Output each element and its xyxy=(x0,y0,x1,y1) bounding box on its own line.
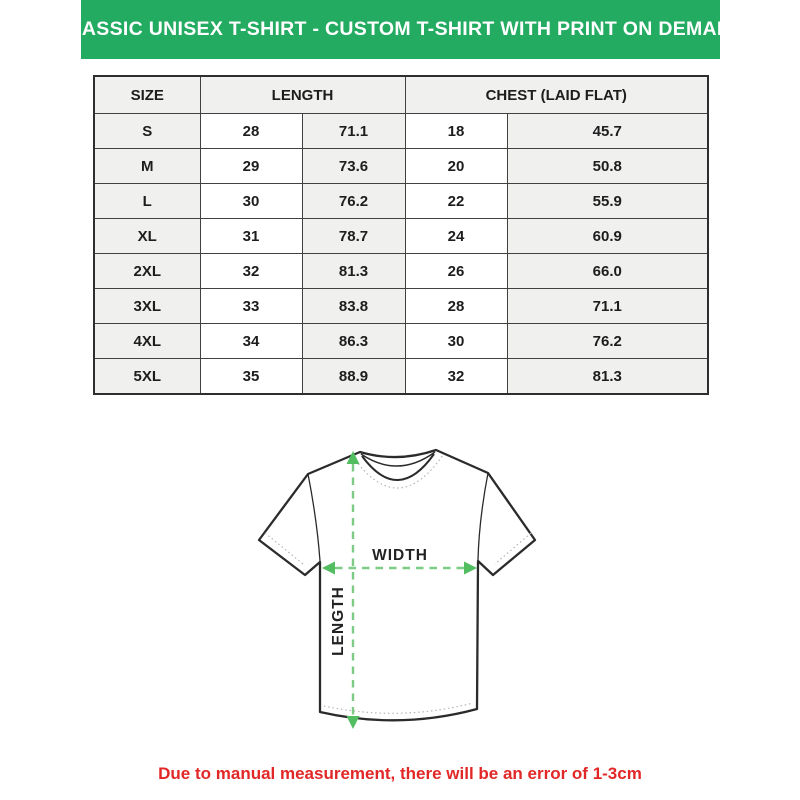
length-in-cell: 28 xyxy=(200,114,302,149)
chest-cm-cell: 66.0 xyxy=(507,254,708,289)
size-cell: M xyxy=(94,149,200,184)
length-cm-cell: 71.1 xyxy=(302,114,405,149)
length-in-cell: 30 xyxy=(200,184,302,219)
header-chest: CHEST (LAID FLAT) xyxy=(405,76,708,114)
header-length: LENGTH xyxy=(200,76,405,114)
length-arrow-down-icon xyxy=(347,716,360,729)
size-cell: 2XL xyxy=(94,254,200,289)
title-banner xyxy=(55,0,746,59)
length-cm-cell: 81.3 xyxy=(302,254,405,289)
chest-cm-cell: 60.9 xyxy=(507,219,708,254)
table-header-row xyxy=(94,76,708,114)
tshirt-outline xyxy=(259,450,535,720)
table-row xyxy=(94,254,708,289)
page-title: CLASSIC UNISEX T-SHIRT - CUSTOM T-SHIRT WITH PRINT ON DEMAND xyxy=(55,18,746,40)
length-in-cell: 35 xyxy=(200,359,302,395)
length-in-cell: 34 xyxy=(200,324,302,359)
length-in-cell: 29 xyxy=(200,149,302,184)
table-row xyxy=(94,289,708,324)
header-size: SIZE xyxy=(94,76,200,114)
chest-cm-cell: 81.3 xyxy=(507,359,708,395)
chest-cm-cell: 45.7 xyxy=(507,114,708,149)
size-cell: XL xyxy=(94,219,200,254)
chest-in-cell: 18 xyxy=(405,114,507,149)
length-cm-cell: 78.7 xyxy=(302,219,405,254)
size-cell: L xyxy=(94,184,200,219)
length-cm-cell: 73.6 xyxy=(302,149,405,184)
size-cell: 3XL xyxy=(94,289,200,324)
chest-in-cell: 30 xyxy=(405,324,507,359)
length-cm-cell: 86.3 xyxy=(302,324,405,359)
chest-in-cell: 28 xyxy=(405,289,507,324)
chest-cm-cell: 76.2 xyxy=(507,324,708,359)
table-row xyxy=(94,359,708,395)
chest-in-cell: 22 xyxy=(405,184,507,219)
chest-in-cell: 26 xyxy=(405,254,507,289)
table-row xyxy=(94,219,708,254)
size-cell: S xyxy=(94,114,200,149)
chest-in-cell: 24 xyxy=(405,219,507,254)
table-row xyxy=(94,149,708,184)
chest-in-cell: 20 xyxy=(405,149,507,184)
table-row xyxy=(94,114,708,149)
size-table xyxy=(93,75,709,395)
length-label: LENGTH xyxy=(330,586,347,656)
measurement-error-note: Due to manual measurement, there will be an error of 1-3cm xyxy=(158,764,642,783)
size-cell: 5XL xyxy=(94,359,200,395)
table-row xyxy=(94,184,708,219)
length-in-cell: 32 xyxy=(200,254,302,289)
table-row xyxy=(94,324,708,359)
chest-cm-cell: 71.1 xyxy=(507,289,708,324)
length-in-cell: 33 xyxy=(200,289,302,324)
chest-cm-cell: 50.8 xyxy=(507,149,708,184)
tshirt-diagram xyxy=(240,428,560,748)
length-cm-cell: 76.2 xyxy=(302,184,405,219)
width-label: WIDTH xyxy=(372,547,428,564)
size-cell: 4XL xyxy=(94,324,200,359)
length-cm-cell: 88.9 xyxy=(302,359,405,395)
chest-cm-cell: 55.9 xyxy=(507,184,708,219)
length-in-cell: 31 xyxy=(200,219,302,254)
chest-in-cell: 32 xyxy=(405,359,507,395)
length-cm-cell: 83.8 xyxy=(302,289,405,324)
